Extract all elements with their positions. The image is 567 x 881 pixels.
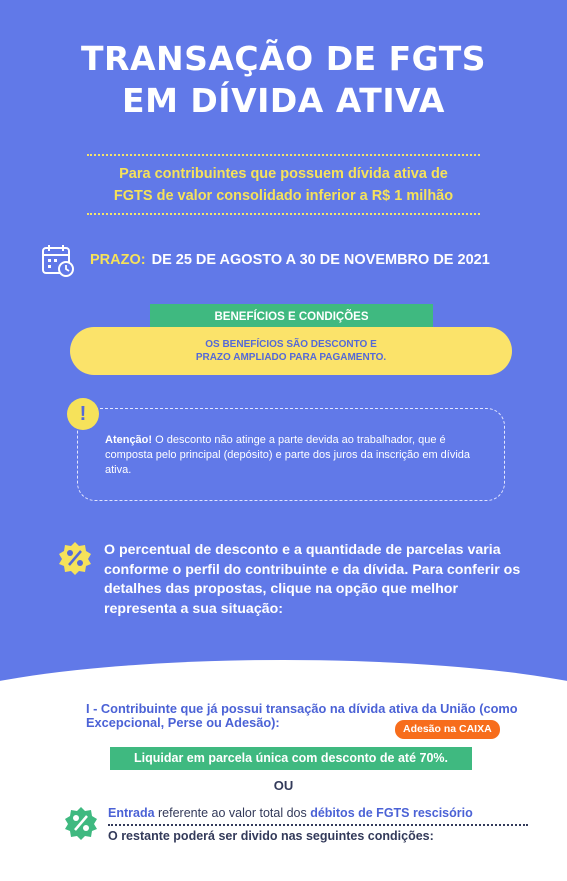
white-wave-section xyxy=(0,660,567,881)
divider-top xyxy=(87,154,480,156)
beneficios-line-2: PRAZO AMPLIADO PARA PAGAMENTO. xyxy=(195,352,387,363)
exclamation-icon: ! xyxy=(67,398,99,430)
prazo-label: PRAZO: xyxy=(90,252,146,268)
title-line-1: TRANSAÇÃO DE FGTS xyxy=(81,39,486,78)
entrada-debitos: débitos de FGTS rescisório xyxy=(310,806,473,820)
ou-separator: OU xyxy=(273,778,294,793)
liquidar-banner: Liquidar em parcela única com desconto de até 70%. xyxy=(110,747,472,770)
prazo-row xyxy=(40,240,540,280)
option-1-link[interactable]: I - Contribuinte que já possui transação na dívida ativa da União (como Excepcional, Perse ou Adesão): xyxy=(86,701,518,730)
page-title xyxy=(0,38,567,122)
entrada-middle: referente ao valor total dos xyxy=(154,806,311,820)
calendar-clock-icon xyxy=(40,242,76,278)
subtitle xyxy=(40,163,527,207)
attention-box xyxy=(77,408,505,501)
percent-description: O percentual de desconto e a quantidade de parcelas varia conforme o perfil do contribuinte e da dívida. Para conferir os detalhes das propostas, clique na opção que melhor representa a sua situação: xyxy=(104,542,521,617)
percent-badge-icon xyxy=(64,806,98,840)
beneficios-pill xyxy=(70,327,512,375)
subtitle-line-1: Para contribuintes que possuem dívida ativa de xyxy=(119,166,448,182)
prazo-dates: DE 25 DE AGOSTO A 30 DE NOVEMBRO DE 2021 xyxy=(151,252,490,268)
beneficios-tab: BENEFÍCIOS E CONDIÇÕES xyxy=(150,304,433,330)
percent-badge-icon xyxy=(58,541,92,575)
title-line-2: EM DÍVIDA ATIVA xyxy=(122,81,445,120)
beneficios-line-1: OS BENEFÍCIOS SÃO DESCONTO E xyxy=(205,339,377,350)
adesao-caixa-button[interactable]: Adesão na CAIXA xyxy=(395,720,500,739)
attention-text: O desconto não atinge a parte devida ao trabalhador, que é composta pelo principal (depósito) e parte dos juros da inscrição em dívida ativa. xyxy=(105,434,471,476)
divider-bottom xyxy=(87,213,480,215)
entrada-text xyxy=(108,806,528,826)
restante-text: O restante poderá ser divido nas seguintes condições: xyxy=(108,829,434,843)
attention-bold: Atenção! xyxy=(105,434,153,446)
subtitle-line-2: FGTS de valor consolidado inferior a R$ 1 milhão xyxy=(113,188,454,204)
entrada-label: Entrada xyxy=(108,806,155,820)
